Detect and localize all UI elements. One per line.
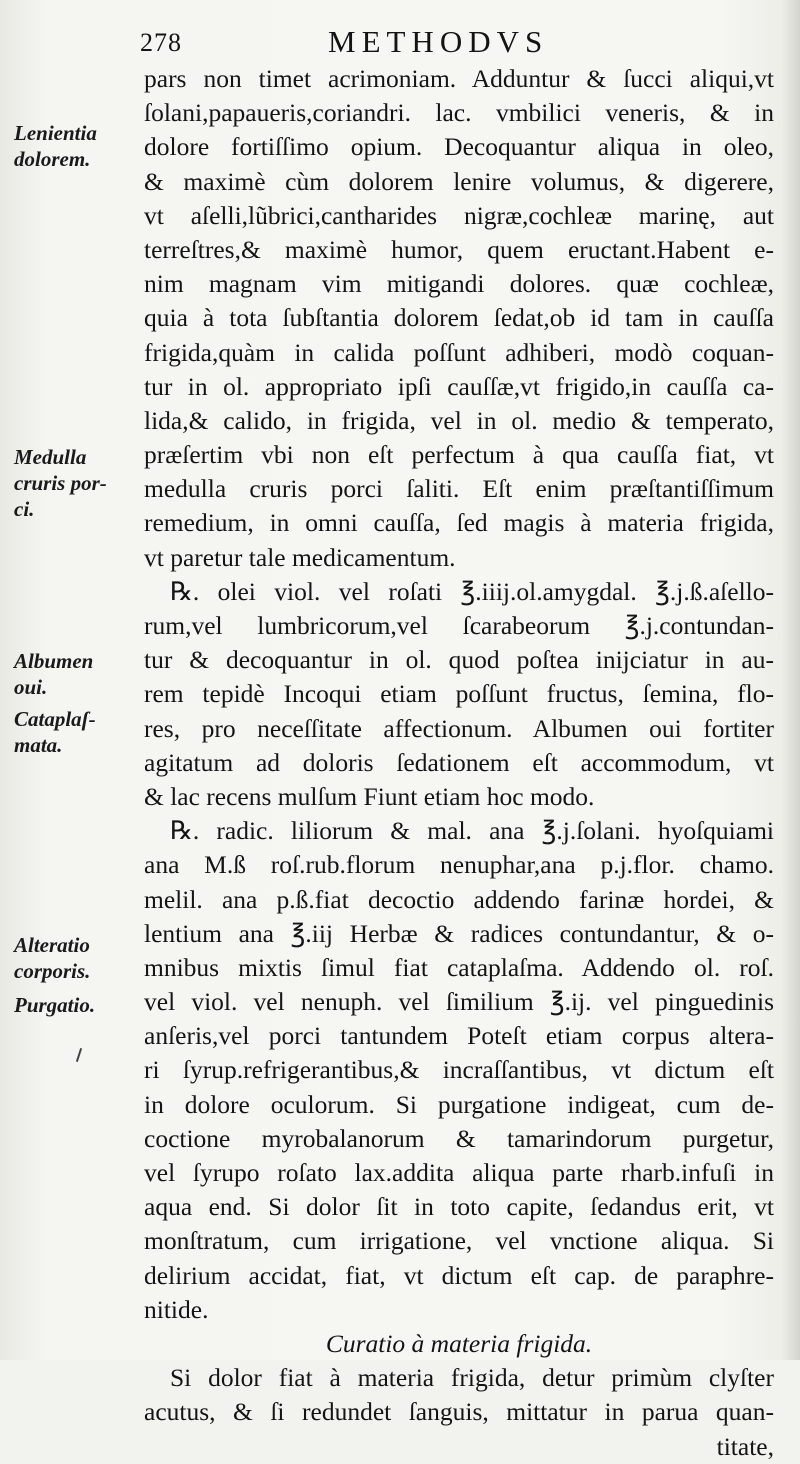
text-line: melil. ana p.ß.fiat decoctio addendo farinæ hordei, &	[144, 884, 774, 914]
running-title: METHODVS	[328, 24, 549, 59]
text-line: anſeris,vel porci tantundem Poteſt etiam corpus altera-	[144, 1021, 774, 1051]
text-line: ℞. radic. liliorum & mal. ana ℥.j.ſolani. hyoſquiami	[170, 816, 774, 846]
margin-note-purgatio	[14, 992, 95, 1018]
margin-note-line: Purgatio.	[14, 993, 96, 1017]
text-line: nitide.	[144, 1294, 209, 1324]
text-line: dolore fortiſſimo opium. Decoquantur aliqua in oleo,	[144, 132, 774, 162]
text-line: rum,vel lumbricorum,vel ſcarabeorum ℥.j.contundan-	[144, 611, 774, 640]
page-number: 278	[140, 28, 182, 57]
text-line: agitatum ad doloris ſedationem eſt accommodum, vt	[144, 747, 774, 777]
margin-note-line: Cataplaſ-	[14, 707, 96, 731]
page-edge-shadow	[782, 0, 800, 1360]
text-line: medulla cruris porci ſaliti. Eſt enim præſtantiſſimum	[144, 474, 774, 504]
text-line: mnibus mixtis ſimul fiat cataplaſma. Addendo ol. roſ.	[144, 952, 774, 982]
text-line: delirium accidat, fiat, vt dictum eſt cap. de paraphre-	[144, 1260, 774, 1290]
section-heading: Curatio à materia frigida.	[325, 1328, 593, 1358]
margin-note-line: dolorem.	[14, 147, 91, 171]
margin-note-albumen	[14, 648, 93, 700]
text-line: ri ſyrup.refrigerantibus,& incraſſantibus, vt dictum eſt	[144, 1055, 774, 1085]
margin-note-lenientia	[14, 120, 97, 172]
text-line: aqua end. Si dolor ſit in toto capite, ſedandus erit, vt	[144, 1192, 774, 1222]
margin-note-medulla	[14, 444, 107, 522]
margin-note-line: Lenientia	[14, 121, 97, 145]
text-line: quia à tota ſubſtantia dolorem ſedat,ob id tam in cauſſa	[144, 303, 774, 333]
text-line: tur & decoquantur in ol. quod poſtea inijciatur in au-	[144, 645, 774, 675]
text-line: nim magnam vim mitigandi dolores. quæ cochleæ,	[144, 269, 774, 299]
margin-note-alteratio	[14, 932, 90, 984]
margin-note-line: corporis.	[14, 959, 91, 983]
text-line: lida,& calido, in frigida, vel in ol. medio & temperato,	[144, 405, 774, 435]
text-line: remedium, in omni cauſſa, ſed magis à materia frigida,	[144, 508, 774, 538]
text-line: & lac recens mulſum Fiunt etiam hoc modo.	[144, 781, 595, 811]
text-line: res, pro neceſſitate affectionum. Albumen oui fortiter	[144, 713, 774, 743]
text-line: vt paretur tale medicamentum.	[144, 542, 456, 572]
text-line: præſertim vbi non eſt perfectum à qua cauſſa fiat, vt	[144, 440, 774, 470]
margin-note-line: cruris por-	[14, 471, 107, 495]
text-line: vel ſyrupo roſato lax.addita aliqua parte rharb.infuſi in	[144, 1158, 774, 1187]
text-line: ana M.ß roſ.rub.florum nenuphar,ana p.j.flor. chamo.	[144, 850, 774, 880]
text-line: acutus, & ſi redundet ſanguis, mittatur in parua quan-	[144, 1397, 774, 1427]
text-line: in dolore oculorum. Si purgatione indigeat, cum de-	[144, 1089, 774, 1119]
catchword: titate,	[716, 1431, 774, 1461]
text-line: vt aſelli,lũbrici,cantharides nigræ,cochleæ marinę, aut	[144, 200, 774, 230]
margin-note-line: mata.	[14, 733, 63, 757]
text-line: pars non timet acrimoniam. Adduntur & ſucci aliqui,vt	[144, 64, 774, 93]
text-line: ſolani,papaueris,coriandri. lac. vmbilici veneris, & in	[144, 98, 774, 128]
text-line: coctione myrobalanorum & tamarindorum purgetur,	[144, 1123, 774, 1153]
text-line: Si dolor fiat à materia frigida, detur primùm clyſter	[170, 1363, 774, 1393]
text-line: monſtratum, cum irrigatione, vel vnctione aliqua. Si	[144, 1226, 774, 1256]
text-line: ℞. olei viol. vel roſati ℥.iiij.ol.amygdal. ℥.j.ß.aſello-	[170, 576, 774, 606]
margin-note-line: oui.	[14, 675, 48, 699]
text-line: vel viol. vel nenuph. vel ſimilium ℥.ij. vel pinguedinis	[144, 987, 774, 1017]
text-line: frigida,quàm in calida poſſunt adhiberi, modò coquan-	[144, 337, 774, 367]
margin-note-cataplasmata	[14, 706, 96, 758]
main-text	[144, 62, 774, 1464]
margin-note-line: ci.	[14, 497, 35, 521]
margin-note-line: Medulla	[14, 445, 87, 469]
text-line: lentium ana ℥.iij Herbæ & radices contundantur, & o-	[144, 918, 774, 948]
page-header	[0, 22, 800, 62]
margin-note-line: Albumen	[14, 649, 94, 673]
text-line: terreſtres,& maximè humor, quem eructant.Habent e-	[144, 234, 774, 264]
text-line: tur in ol. appropriato ipſi cauſſæ,vt frigido,in cauſſa ca-	[144, 371, 774, 401]
margin-note-line: Alteratio	[14, 933, 90, 957]
text-line: & maximè cùm dolorem lenire volumus, & digerere,	[144, 166, 774, 196]
text-line: rem tepidè Incoqui etiam poſſunt fructus, ſemina, flo-	[144, 679, 774, 709]
ink-mark	[76, 1048, 82, 1062]
